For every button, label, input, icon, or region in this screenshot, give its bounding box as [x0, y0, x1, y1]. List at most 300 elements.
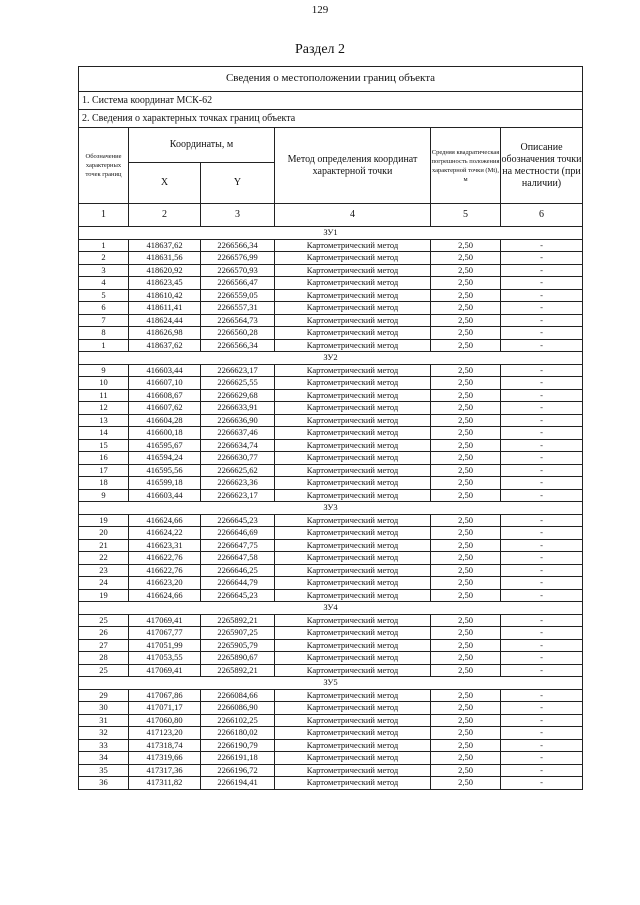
y-coordinate-cell: 2266623,17	[201, 364, 275, 377]
accuracy-cell: 2,50	[431, 402, 501, 415]
description-cell: -	[501, 714, 583, 727]
y-coordinate-cell: 2266647,58	[201, 552, 275, 565]
point-id-cell: 25	[79, 614, 129, 627]
table-row	[79, 564, 583, 577]
x-coordinate-cell: 418623,45	[129, 277, 201, 290]
y-coordinate-cell: 2266084,66	[201, 689, 275, 702]
column-number-row	[79, 204, 583, 227]
x-coordinate-cell: 417067,77	[129, 627, 201, 640]
x-coordinate-cell: 416604,28	[129, 414, 201, 427]
x-coordinate-cell: 417319,66	[129, 752, 201, 765]
description-cell: -	[501, 589, 583, 602]
table-row	[79, 777, 583, 790]
description-cell: -	[501, 339, 583, 352]
column-number: 4	[275, 204, 431, 227]
method-cell: Картометрический метод	[275, 639, 431, 652]
x-coordinate-cell: 416623,20	[129, 577, 201, 590]
description-cell: -	[501, 289, 583, 302]
accuracy-cell: 2,50	[431, 277, 501, 290]
column-number: 2	[129, 204, 201, 227]
x-coordinate-cell: 417318,74	[129, 739, 201, 752]
accuracy-cell: 2,50	[431, 427, 501, 440]
header-coordinates: Координаты, м	[129, 128, 275, 163]
point-id-cell: 9	[79, 489, 129, 502]
table-row	[79, 664, 583, 677]
table-row	[79, 752, 583, 765]
method-cell: Картометрический метод	[275, 377, 431, 390]
group-name: ЗУ3	[79, 502, 583, 515]
table-row	[79, 589, 583, 602]
method-cell: Картометрический метод	[275, 277, 431, 290]
column-number: 6	[501, 204, 583, 227]
table-row	[79, 689, 583, 702]
accuracy-cell: 2,50	[431, 252, 501, 265]
table-row	[79, 427, 583, 440]
description-cell: -	[501, 564, 583, 577]
table-row	[79, 552, 583, 565]
accuracy-cell: 2,50	[431, 639, 501, 652]
y-coordinate-cell: 2265905,79	[201, 639, 275, 652]
x-coordinate-cell: 416608,67	[129, 389, 201, 402]
point-id-cell: 4	[79, 277, 129, 290]
group-header-row	[79, 602, 583, 615]
section-title: Раздел 2	[294, 42, 346, 57]
accuracy-cell: 2,50	[431, 614, 501, 627]
y-coordinate-cell: 2266566,47	[201, 277, 275, 290]
table-row	[79, 489, 583, 502]
method-cell: Картометрический метод	[275, 739, 431, 752]
point-id-cell: 2	[79, 252, 129, 265]
point-id-cell: 31	[79, 714, 129, 727]
y-coordinate-cell: 2266623,36	[201, 477, 275, 490]
x-coordinate-cell: 418626,98	[129, 327, 201, 340]
method-cell: Картометрический метод	[275, 364, 431, 377]
accuracy-cell: 2,50	[431, 314, 501, 327]
point-id-cell: 13	[79, 414, 129, 427]
description-cell: -	[501, 477, 583, 490]
point-id-cell: 16	[79, 452, 129, 465]
point-id-cell: 22	[79, 552, 129, 565]
point-id-cell: 15	[79, 439, 129, 452]
description-cell: -	[501, 277, 583, 290]
x-coordinate-cell: 418611,41	[129, 302, 201, 315]
y-coordinate-cell: 2265907,25	[201, 627, 275, 640]
accuracy-cell: 2,50	[431, 302, 501, 315]
method-cell: Картометрический метод	[275, 302, 431, 315]
boundary-points-table	[78, 66, 583, 790]
point-id-cell: 18	[79, 477, 129, 490]
point-id-cell: 33	[79, 739, 129, 752]
accuracy-cell: 2,50	[431, 289, 501, 302]
y-coordinate-cell: 2266646,69	[201, 527, 275, 540]
x-coordinate-cell: 417053,55	[129, 652, 201, 665]
table-row	[79, 252, 583, 265]
method-cell: Картометрический метод	[275, 489, 431, 502]
point-id-cell: 8	[79, 327, 129, 340]
x-coordinate-cell: 416595,67	[129, 439, 201, 452]
description-cell: -	[501, 752, 583, 765]
accuracy-cell: 2,50	[431, 239, 501, 252]
point-id-cell: 19	[79, 514, 129, 527]
method-cell: Картометрический метод	[275, 452, 431, 465]
y-coordinate-cell: 2266560,28	[201, 327, 275, 340]
table-row	[79, 377, 583, 390]
accuracy-cell: 2,50	[431, 489, 501, 502]
description-cell: -	[501, 777, 583, 790]
accuracy-cell: 2,50	[431, 389, 501, 402]
method-cell: Картометрический метод	[275, 689, 431, 702]
point-id-cell: 20	[79, 527, 129, 540]
point-id-cell: 17	[79, 464, 129, 477]
x-coordinate-cell: 417060,80	[129, 714, 201, 727]
y-coordinate-cell: 2266086,90	[201, 702, 275, 715]
table-row	[79, 539, 583, 552]
method-cell: Картометрический метод	[275, 652, 431, 665]
method-cell: Картометрический метод	[275, 239, 431, 252]
y-coordinate-cell: 2266637,46	[201, 427, 275, 440]
description-cell: -	[501, 577, 583, 590]
point-id-cell: 7	[79, 314, 129, 327]
y-coordinate-cell: 2266625,62	[201, 464, 275, 477]
method-cell: Картометрический метод	[275, 402, 431, 415]
method-cell: Картометрический метод	[275, 727, 431, 740]
group-header-row	[79, 227, 583, 240]
accuracy-cell: 2,50	[431, 577, 501, 590]
table-row	[79, 439, 583, 452]
table-row	[79, 727, 583, 740]
group-name: ЗУ2	[79, 352, 583, 365]
table-row	[79, 277, 583, 290]
method-cell: Картометрический метод	[275, 702, 431, 715]
x-coordinate-cell: 416599,18	[129, 477, 201, 490]
x-coordinate-cell: 418620,92	[129, 264, 201, 277]
group-header-row	[79, 352, 583, 365]
method-cell: Картометрический метод	[275, 552, 431, 565]
table-row	[79, 514, 583, 527]
y-coordinate-cell: 2266630,77	[201, 452, 275, 465]
y-coordinate-cell: 2266566,34	[201, 339, 275, 352]
description-cell: -	[501, 452, 583, 465]
accuracy-cell: 2,50	[431, 377, 501, 390]
point-id-cell: 36	[79, 777, 129, 790]
description-cell: -	[501, 614, 583, 627]
table-row	[79, 627, 583, 640]
accuracy-cell: 2,50	[431, 714, 501, 727]
x-coordinate-cell: 416595,56	[129, 464, 201, 477]
point-id-cell: 21	[79, 539, 129, 552]
point-id-cell: 5	[79, 289, 129, 302]
table-title: Сведения о местоположении границ объекта	[79, 67, 583, 92]
y-coordinate-cell: 2265892,21	[201, 614, 275, 627]
table-row	[79, 714, 583, 727]
accuracy-cell: 2,50	[431, 752, 501, 765]
table-row	[79, 527, 583, 540]
description-cell: -	[501, 364, 583, 377]
accuracy-cell: 2,50	[431, 777, 501, 790]
method-cell: Картометрический метод	[275, 589, 431, 602]
description-cell: -	[501, 302, 583, 315]
y-coordinate-cell: 2266647,75	[201, 539, 275, 552]
point-id-cell: 10	[79, 377, 129, 390]
y-coordinate-cell: 2266645,23	[201, 589, 275, 602]
x-coordinate-cell: 417069,41	[129, 614, 201, 627]
x-coordinate-cell: 416624,66	[129, 589, 201, 602]
accuracy-cell: 2,50	[431, 477, 501, 490]
method-cell: Картометрический метод	[275, 314, 431, 327]
y-coordinate-cell: 2266634,74	[201, 439, 275, 452]
table-row	[79, 577, 583, 590]
method-cell: Картометрический метод	[275, 389, 431, 402]
table-row	[79, 639, 583, 652]
y-coordinate-cell: 2266564,73	[201, 314, 275, 327]
header-x: X	[129, 163, 201, 204]
y-coordinate-cell: 2266576,99	[201, 252, 275, 265]
point-id-cell: 19	[79, 589, 129, 602]
method-cell: Картометрический метод	[275, 752, 431, 765]
description-cell: -	[501, 264, 583, 277]
description-cell: -	[501, 664, 583, 677]
method-cell: Картометрический метод	[275, 664, 431, 677]
y-coordinate-cell: 2266194,41	[201, 777, 275, 790]
column-number: 3	[201, 204, 275, 227]
method-cell: Картометрический метод	[275, 327, 431, 340]
accuracy-cell: 2,50	[431, 552, 501, 565]
table-row	[79, 302, 583, 315]
y-coordinate-cell: 2266102,25	[201, 714, 275, 727]
method-cell: Картометрический метод	[275, 564, 431, 577]
y-coordinate-cell: 2266645,23	[201, 514, 275, 527]
page-number: 129	[311, 4, 329, 16]
description-cell: -	[501, 764, 583, 777]
description-cell: -	[501, 702, 583, 715]
header-method: Метод определения координат характерной точки	[275, 128, 431, 204]
x-coordinate-cell: 416624,66	[129, 514, 201, 527]
point-id-cell: 27	[79, 639, 129, 652]
description-cell: -	[501, 689, 583, 702]
y-coordinate-cell: 2266559,05	[201, 289, 275, 302]
x-coordinate-cell: 417123,20	[129, 727, 201, 740]
x-coordinate-cell: 416623,31	[129, 539, 201, 552]
description-cell: -	[501, 464, 583, 477]
accuracy-cell: 2,50	[431, 727, 501, 740]
table-row	[79, 614, 583, 627]
method-cell: Картометрический метод	[275, 439, 431, 452]
description-cell: -	[501, 389, 583, 402]
method-cell: Картометрический метод	[275, 777, 431, 790]
point-id-cell: 6	[79, 302, 129, 315]
accuracy-cell: 2,50	[431, 339, 501, 352]
accuracy-cell: 2,50	[431, 702, 501, 715]
point-id-cell: 1	[79, 339, 129, 352]
group-header-row	[79, 677, 583, 690]
description-cell: -	[501, 427, 583, 440]
method-cell: Картометрический метод	[275, 477, 431, 490]
point-id-cell: 11	[79, 389, 129, 402]
x-coordinate-cell: 416624,22	[129, 527, 201, 540]
point-id-cell: 3	[79, 264, 129, 277]
header-accuracy: Средняя квадратическая погрешность положения характерной точки (Mt), м	[431, 128, 501, 204]
table-row	[79, 477, 583, 490]
method-cell: Картометрический метод	[275, 427, 431, 440]
accuracy-cell: 2,50	[431, 264, 501, 277]
table-row	[79, 464, 583, 477]
point-id-cell: 26	[79, 627, 129, 640]
accuracy-cell: 2,50	[431, 364, 501, 377]
y-coordinate-cell: 2266625,55	[201, 377, 275, 390]
table-row	[79, 414, 583, 427]
table-row	[79, 327, 583, 340]
y-coordinate-cell: 2265890,67	[201, 652, 275, 665]
column-number: 5	[431, 204, 501, 227]
point-id-cell: 24	[79, 577, 129, 590]
accuracy-cell: 2,50	[431, 652, 501, 665]
x-coordinate-cell: 417051,99	[129, 639, 201, 652]
description-cell: -	[501, 252, 583, 265]
point-id-cell: 9	[79, 364, 129, 377]
header-y: Y	[201, 163, 275, 204]
point-id-cell: 29	[79, 689, 129, 702]
method-cell: Картометрический метод	[275, 339, 431, 352]
x-coordinate-cell: 418610,42	[129, 289, 201, 302]
description-cell: -	[501, 527, 583, 540]
point-id-cell: 25	[79, 664, 129, 677]
description-cell: -	[501, 739, 583, 752]
y-coordinate-cell: 2266644,79	[201, 577, 275, 590]
x-coordinate-cell: 416600,18	[129, 427, 201, 440]
x-coordinate-cell: 416622,76	[129, 564, 201, 577]
accuracy-cell: 2,50	[431, 527, 501, 540]
description-cell: -	[501, 514, 583, 527]
table-row	[79, 702, 583, 715]
point-id-cell: 28	[79, 652, 129, 665]
table-row	[79, 264, 583, 277]
table-row	[79, 652, 583, 665]
description-cell: -	[501, 489, 583, 502]
x-coordinate-cell: 418637,62	[129, 239, 201, 252]
y-coordinate-cell: 2266636,90	[201, 414, 275, 427]
point-id-cell: 35	[79, 764, 129, 777]
group-header-row	[79, 502, 583, 515]
x-coordinate-cell: 418637,62	[129, 339, 201, 352]
table-row	[79, 764, 583, 777]
header-description: Описание обозначения точки на местности (при наличии)	[501, 128, 583, 204]
method-cell: Картометрический метод	[275, 627, 431, 640]
description-cell: -	[501, 552, 583, 565]
y-coordinate-cell: 2266633,91	[201, 402, 275, 415]
y-coordinate-cell: 2265892,21	[201, 664, 275, 677]
method-cell: Картометрический метод	[275, 414, 431, 427]
accuracy-cell: 2,50	[431, 452, 501, 465]
method-cell: Картометрический метод	[275, 527, 431, 540]
method-cell: Картометрический метод	[275, 614, 431, 627]
method-cell: Картометрический метод	[275, 514, 431, 527]
table-row	[79, 402, 583, 415]
description-cell: -	[501, 727, 583, 740]
accuracy-cell: 2,50	[431, 439, 501, 452]
table-row	[79, 364, 583, 377]
method-cell: Картометрический метод	[275, 289, 431, 302]
point-id-cell: 23	[79, 564, 129, 577]
method-cell: Картометрический метод	[275, 252, 431, 265]
table-row	[79, 389, 583, 402]
x-coordinate-cell: 416607,10	[129, 377, 201, 390]
y-coordinate-cell: 2266196,72	[201, 764, 275, 777]
table-row	[79, 289, 583, 302]
method-cell: Картометрический метод	[275, 264, 431, 277]
group-name: ЗУ4	[79, 602, 583, 615]
x-coordinate-cell: 418631,56	[129, 252, 201, 265]
coordinate-system-row: 1. Система координат МСК-62	[79, 92, 583, 110]
point-id-cell: 30	[79, 702, 129, 715]
group-name: ЗУ5	[79, 677, 583, 690]
y-coordinate-cell: 2266623,17	[201, 489, 275, 502]
accuracy-cell: 2,50	[431, 764, 501, 777]
description-cell: -	[501, 439, 583, 452]
description-cell: -	[501, 652, 583, 665]
point-id-cell: 34	[79, 752, 129, 765]
method-cell: Картометрический метод	[275, 577, 431, 590]
y-coordinate-cell: 2266629,68	[201, 389, 275, 402]
points-info-row: 2. Сведения о характерных точках границ объекта	[79, 110, 583, 128]
y-coordinate-cell: 2266570,93	[201, 264, 275, 277]
point-id-cell: 12	[79, 402, 129, 415]
x-coordinate-cell: 416622,76	[129, 552, 201, 565]
x-coordinate-cell: 416607,62	[129, 402, 201, 415]
method-cell: Картометрический метод	[275, 764, 431, 777]
accuracy-cell: 2,50	[431, 739, 501, 752]
point-id-cell: 32	[79, 727, 129, 740]
x-coordinate-cell: 416594,24	[129, 452, 201, 465]
accuracy-cell: 2,50	[431, 689, 501, 702]
accuracy-cell: 2,50	[431, 564, 501, 577]
table-row	[79, 339, 583, 352]
y-coordinate-cell: 2266190,79	[201, 739, 275, 752]
accuracy-cell: 2,50	[431, 414, 501, 427]
x-coordinate-cell: 418624,44	[129, 314, 201, 327]
description-cell: -	[501, 402, 583, 415]
description-cell: -	[501, 627, 583, 640]
header-point-designation: Обозначение характерных точек границ	[79, 128, 129, 204]
method-cell: Картометрический метод	[275, 464, 431, 477]
x-coordinate-cell: 417317,36	[129, 764, 201, 777]
x-coordinate-cell: 417069,41	[129, 664, 201, 677]
accuracy-cell: 2,50	[431, 664, 501, 677]
y-coordinate-cell: 2266191,18	[201, 752, 275, 765]
method-cell: Картометрический метод	[275, 539, 431, 552]
description-cell: -	[501, 314, 583, 327]
x-coordinate-cell: 416603,44	[129, 364, 201, 377]
table-row	[79, 452, 583, 465]
y-coordinate-cell: 2266557,31	[201, 302, 275, 315]
table-row	[79, 314, 583, 327]
table-row	[79, 739, 583, 752]
accuracy-cell: 2,50	[431, 514, 501, 527]
description-cell: -	[501, 414, 583, 427]
point-id-cell: 1	[79, 239, 129, 252]
description-cell: -	[501, 239, 583, 252]
accuracy-cell: 2,50	[431, 327, 501, 340]
description-cell: -	[501, 639, 583, 652]
y-coordinate-cell: 2266180,02	[201, 727, 275, 740]
y-coordinate-cell: 2266646,25	[201, 564, 275, 577]
x-coordinate-cell: 417071,17	[129, 702, 201, 715]
y-coordinate-cell: 2266566,34	[201, 239, 275, 252]
x-coordinate-cell: 417311,82	[129, 777, 201, 790]
x-coordinate-cell: 417067,86	[129, 689, 201, 702]
group-name: ЗУ1	[79, 227, 583, 240]
column-number: 1	[79, 204, 129, 227]
accuracy-cell: 2,50	[431, 464, 501, 477]
